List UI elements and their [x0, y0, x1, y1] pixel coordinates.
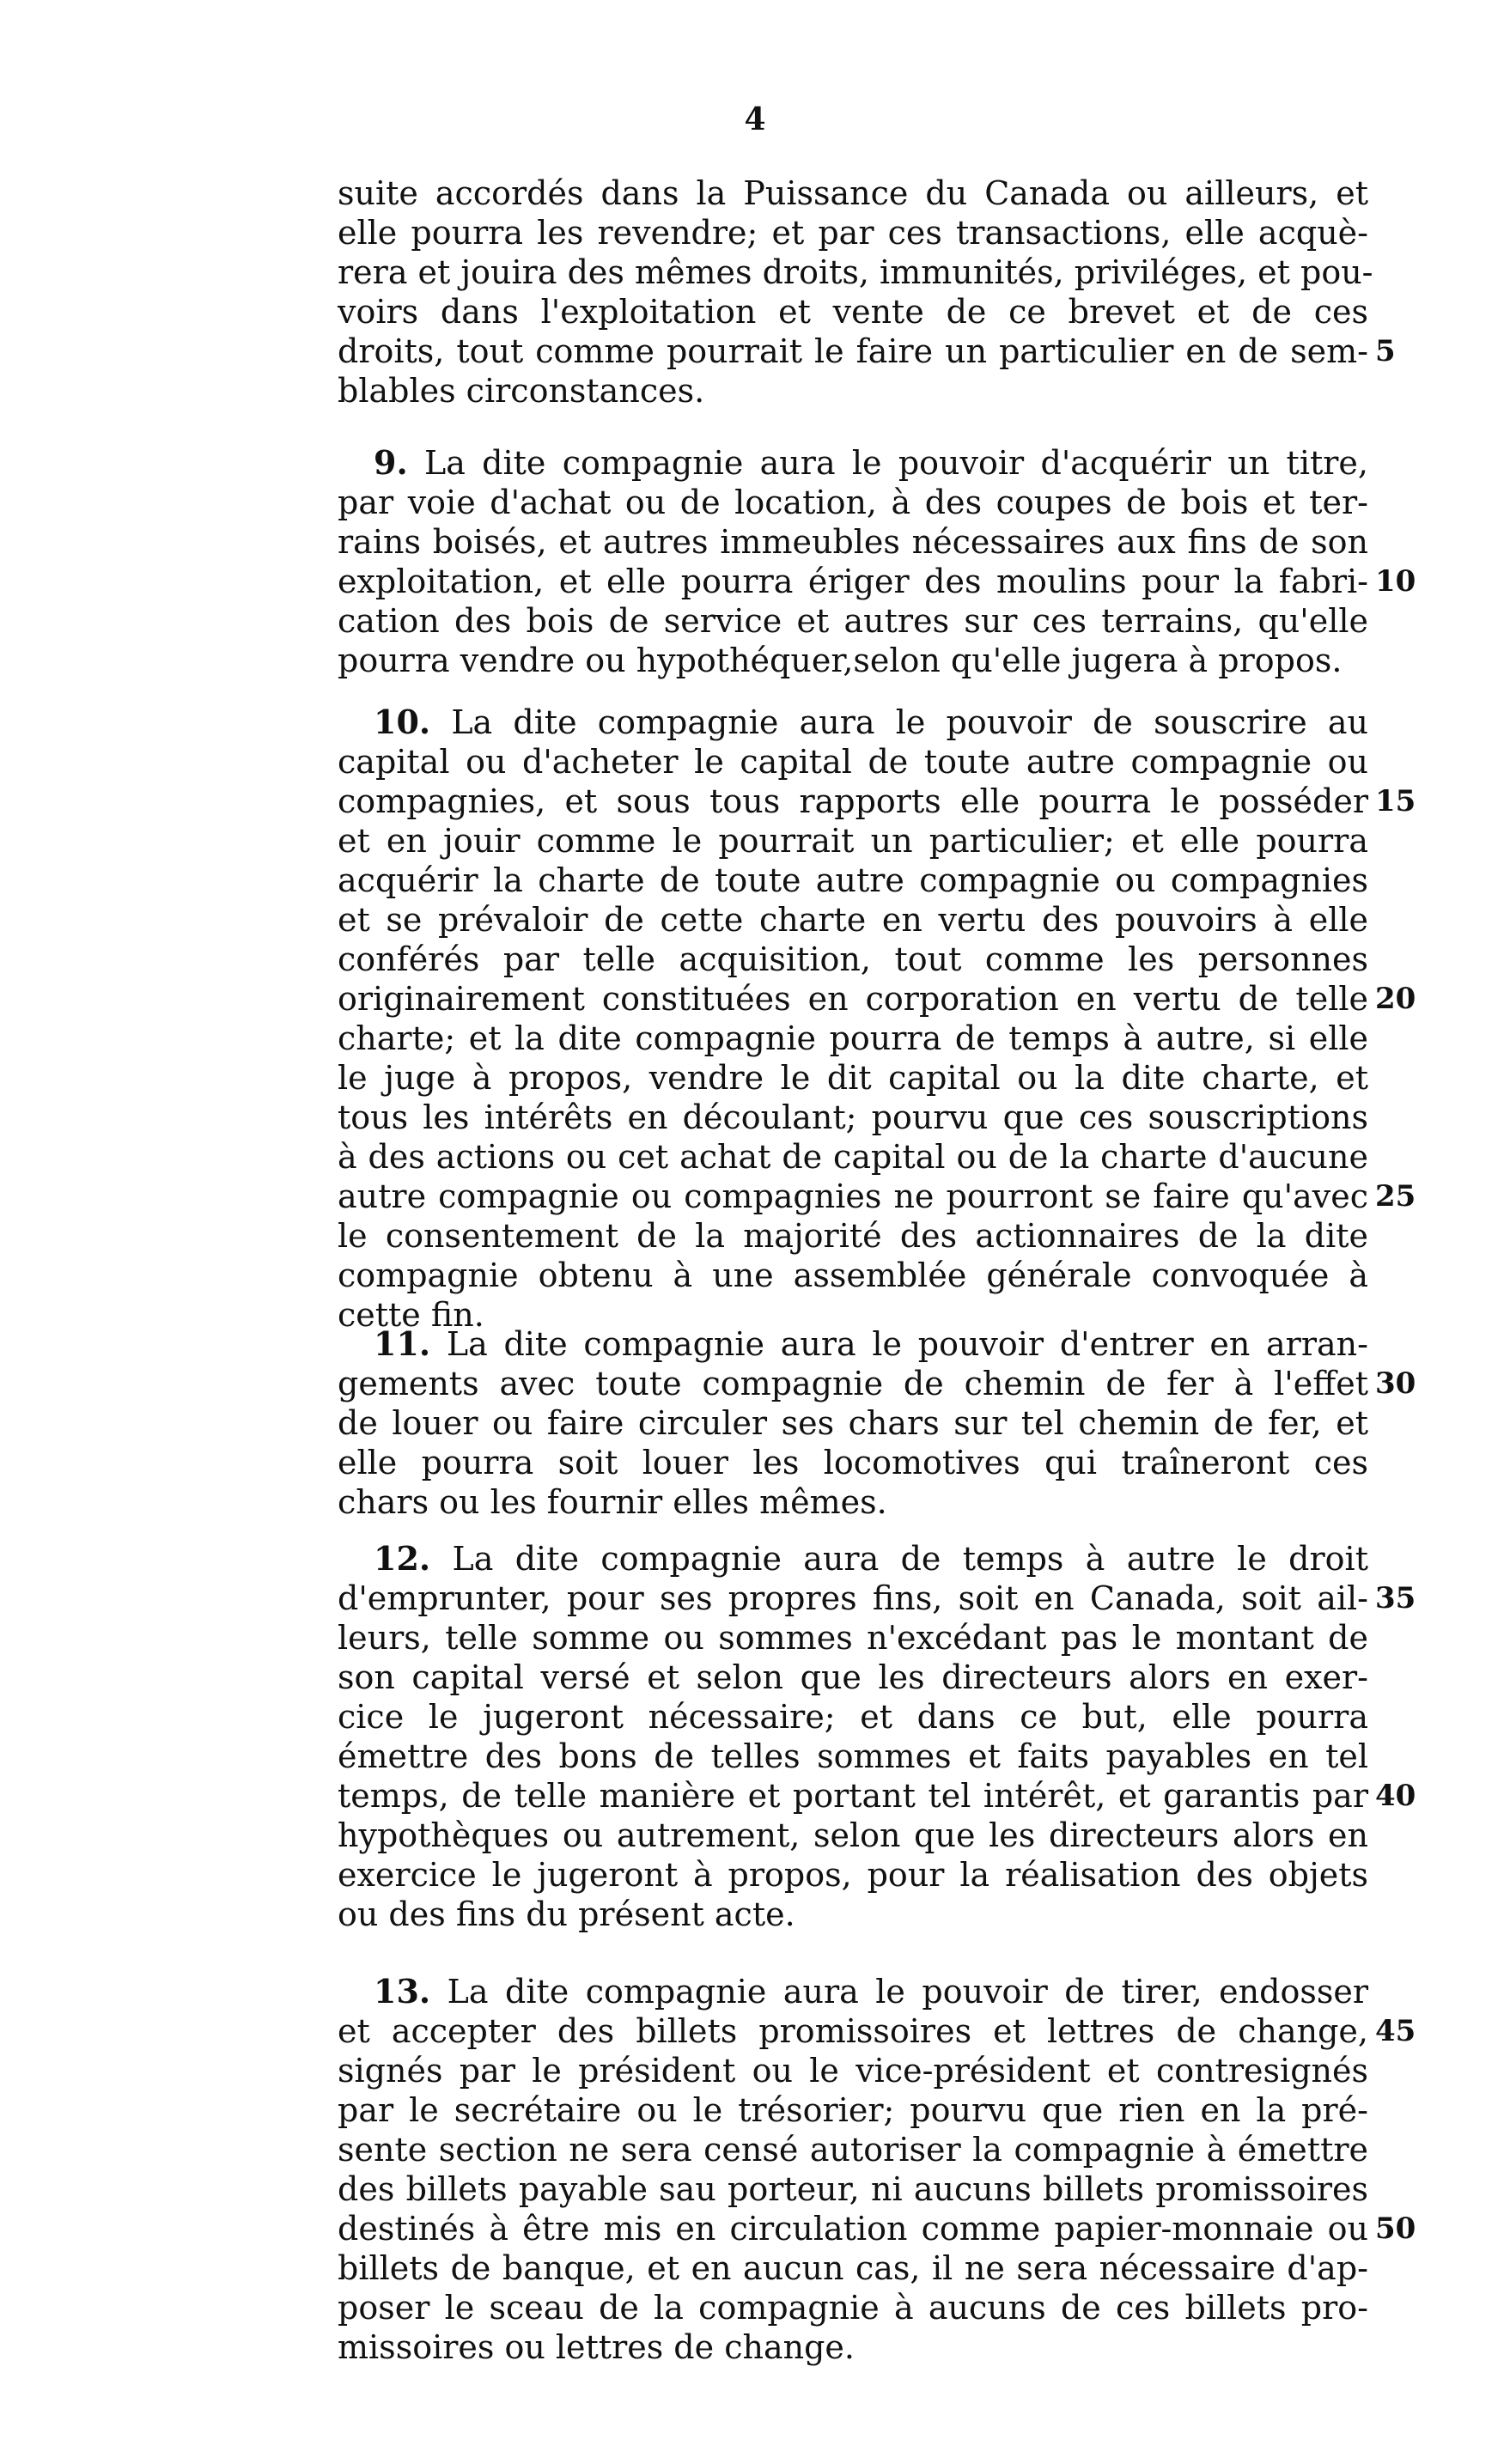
text-line: suite accordés dans la Puissance du Canada ou ailleurs, et [338, 174, 1368, 212]
line-text: originairement constituées en corporation en vertu de telle [338, 980, 1368, 1018]
text-line: le consentement de la majorité des actionnaires de la dite [338, 1217, 1368, 1255]
text-line [338, 2209, 1416, 2248]
text-line: de louer ou faire circuler ses chars sur tel chemin de fer, et [338, 1404, 1368, 1442]
line-text: d'emprunter, pour ses propres fins, soit en Canada, soit ail- [338, 1579, 1368, 1617]
section-13 [338, 1972, 1416, 2367]
text-line: capital ou d'acheter le capital de toute autre compagnie ou [338, 743, 1368, 781]
section-9 [338, 443, 1416, 680]
section-first-line [338, 443, 1368, 483]
text-line [338, 979, 1416, 1019]
text-line: des billets payable sau porteur, ni aucuns billets promissoires [338, 2170, 1368, 2208]
text-line: hypothèques ou autrement, selon que les directeurs alors en [338, 1816, 1368, 1854]
line-text: La dite compagnie aura le pouvoir de souscrire au [451, 703, 1368, 741]
section-number: 12. [374, 1539, 431, 1578]
line-text: La dite compagnie aura le pouvoir d'acquérir un titre, [423, 444, 1368, 482]
section-number: 9. [374, 443, 408, 482]
line-text: La dite compagnie aura de temps à autre le droit [452, 1540, 1368, 1578]
line-text: exploitation, et elle pourra ériger des moulins pour la fabri- [338, 563, 1368, 600]
text-line: elle pourra les revendre; et par ces transactions, elle acquè- [338, 214, 1368, 252]
line-text: gements avec toute compagnie de chemin de fer à l'effet [338, 1365, 1368, 1402]
text-line: par voie d'achat ou de location, à des coupes de bois et ter- [338, 484, 1368, 521]
text-line [338, 1776, 1416, 1816]
line-number: 20 [1375, 982, 1416, 1016]
line-number: 5 [1375, 334, 1396, 368]
text-line: par le secrétaire ou le trésorier; pourvu que rien en la pré- [338, 2091, 1368, 2129]
section-first-line [338, 703, 1368, 742]
text-line: émettre des bons de telles sommes et faits payables en tel [338, 1737, 1368, 1775]
section-number: 11. [374, 1324, 431, 1363]
line-number: 30 [1375, 1366, 1416, 1401]
text-line: et se prévaloir de cette charte en vertu des pouvoirs à elle [338, 901, 1368, 939]
text-line: signés par le président ou le vice-président et contresignés [338, 2052, 1368, 2090]
line-number: 50 [1375, 2212, 1416, 2246]
line-number: 45 [1375, 2014, 1416, 2048]
text-line: elle pourra soit louer les locomotives qui traîneront ces [338, 1444, 1368, 1481]
text-line: cice le jugeront nécessaire; et dans ce but, elle pourra [338, 1698, 1368, 1736]
line-text: droits, tout comme pourrait le faire un particulier en de sem- [338, 332, 1368, 370]
text-line: voirs dans l'exploitation et vente de ce brevet et de ces [338, 293, 1368, 331]
text-line: pourra vendre ou hypothéquer,selon qu'elle jugera à propos. [338, 642, 1343, 679]
text-line: rera et jouira des mêmes droits, immunités, priviléges, et pou- [338, 253, 1373, 291]
text-line: cette fin. [338, 1296, 484, 1334]
line-text: autre compagnie ou compagnies ne pourront se faire qu'avec [338, 1177, 1368, 1215]
line-number: 10 [1375, 564, 1416, 599]
text-line [338, 1364, 1416, 1403]
text-line: conférés par telle acquisition, tout comme les personnes [338, 940, 1368, 978]
text-line [338, 332, 1396, 371]
text-line: leurs, telle somme ou sommes n'excédant pas le montant de [338, 1619, 1368, 1657]
section-10 [338, 703, 1416, 1335]
text-line: le juge à propos, vendre le dit capital ou la dite charte, et [338, 1059, 1368, 1097]
text-line: charte; et la dite compagnie pourra de temps à autre, si elle [338, 1019, 1368, 1057]
text-line [338, 1579, 1416, 1618]
text-line [338, 562, 1416, 601]
line-number: 40 [1375, 1779, 1416, 1813]
text-line: cation des bois de service et autres sur ces terrains, qu'elle [338, 602, 1368, 640]
section-first-line [338, 1324, 1368, 1364]
text-line: tous les intérêts en découlant; pourvu que ces souscriptions [338, 1098, 1368, 1136]
line-number: 15 [1375, 784, 1416, 818]
text-line: son capital versé et selon que les directeurs alors en exer- [338, 1658, 1368, 1696]
text-line: ou des fins du présent acte. [338, 1895, 795, 1933]
text-line: compagnie obtenu à une assemblée générale convoquée à [338, 1256, 1368, 1294]
text-line: exercice le jugeront à propos, pour la réalisation des objets [338, 1856, 1368, 1894]
line-text: La dite compagnie aura le pouvoir de tirer, endosser [447, 1973, 1368, 2011]
section-11 [338, 1324, 1416, 1522]
section-12 [338, 1539, 1416, 1934]
text-line: à des actions ou cet achat de capital ou de la charte d'aucune [338, 1138, 1368, 1176]
section-number: 10. [374, 703, 431, 741]
text-line: et en jouir comme le pourrait un particulier; et elle pourra [338, 822, 1368, 860]
text-line: poser le sceau de la compagnie à aucuns de ces billets pro- [338, 2289, 1368, 2327]
text-line: chars ou les fournir elles mêmes. [338, 1483, 887, 1521]
text-line [338, 782, 1416, 821]
page-number: 4 [744, 101, 766, 137]
text-line: billets de banque, et en aucun cas, il ne sera nécessaire d'ap- [338, 2249, 1368, 2287]
paragraph-continuation [338, 173, 1396, 411]
text-line [338, 2011, 1416, 2051]
line-text: destinés à être mis en circulation comme papier-monnaie ou [338, 2210, 1368, 2248]
text-line: rains boisés, et autres immeubles nécessaires aux fins de son [338, 523, 1368, 561]
line-number: 35 [1375, 1581, 1416, 1615]
section-number: 13. [374, 1972, 431, 2011]
text-line: sente section ne sera censé autoriser la compagnie à émettre [338, 2131, 1368, 2169]
line-number: 25 [1375, 1179, 1416, 1214]
line-text: La dite compagnie aura le pouvoir d'entrer en arran- [446, 1325, 1368, 1363]
line-text: temps, de telle manière et portant tel intérêt, et garantis par [338, 1777, 1368, 1815]
line-text: et accepter des billets promissoires et lettres de change, [338, 2012, 1368, 2050]
text-line: blables circonstances. [338, 372, 705, 410]
line-text: compagnies, et sous tous rapports elle pourra le posséder [338, 782, 1368, 820]
text-line: acquérir la charte de toute autre compagnie ou compagnies [338, 861, 1368, 899]
text-line [338, 1177, 1416, 1216]
section-first-line [338, 1972, 1368, 2011]
text-line: missoires ou lettres de change. [338, 2328, 855, 2366]
section-first-line [338, 1539, 1368, 1579]
